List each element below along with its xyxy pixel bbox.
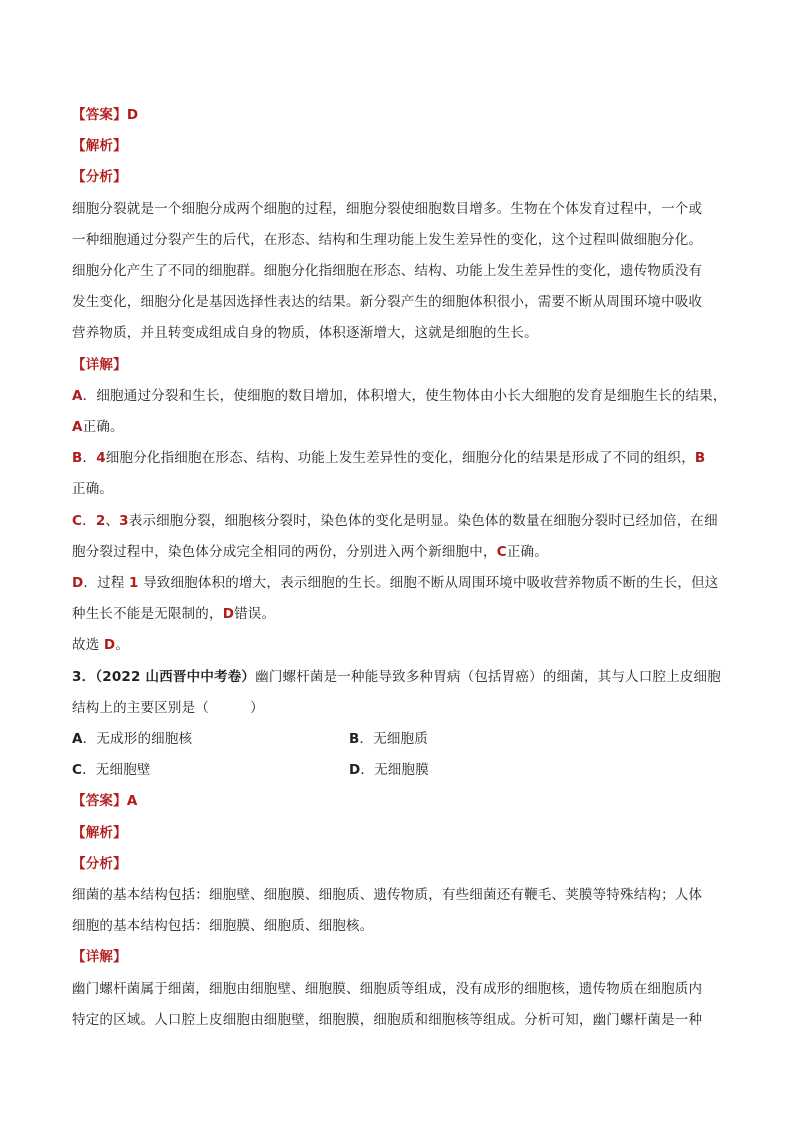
paragraph-line: 细胞分裂就是一个细胞分成两个细胞的过程，细胞分裂使细胞数目增多。生物在个体发育过程中，一个或	[72, 200, 703, 217]
answer-value: D	[126, 107, 139, 123]
option-letter: B	[72, 450, 83, 467]
option-letter: D	[103, 637, 116, 654]
option-d	[349, 755, 626, 786]
detail-line	[72, 942, 722, 973]
paragraph-line: 幽门螺杆菌属于细菌，细胞由细胞壁、细胞膜、细胞质等组成，没有成形的细胞核，遗传物质在细胞质内	[72, 980, 703, 997]
option-b-explain-cont: 正确。	[72, 481, 114, 498]
answer-tag: 【答案】	[72, 107, 127, 123]
fenxi-tag: 【分析】	[72, 169, 127, 186]
conclusion-end: 。	[115, 637, 130, 654]
question-source: ．（2022 山西晋中中考卷）	[81, 668, 256, 685]
explain-text: 正确。	[82, 419, 124, 436]
explain-text: 错误。	[234, 606, 276, 623]
explain-text: 种生长不能是无限制的，	[72, 606, 223, 623]
paragraph-line: 细胞分化产生了不同的细胞群。细胞分化指细胞在形态、结构、功能上发生差异性的变化，遗传物质没有	[72, 263, 703, 280]
option-b	[349, 724, 626, 755]
explain-text: 细胞分化指细胞在形态、结构、功能上发生差异性的变化，细胞分化的结果是形成了不同的组织，	[105, 450, 695, 467]
process-number: 2	[95, 512, 106, 529]
analysis-line	[72, 131, 722, 162]
option-text: ．无细胞膜	[360, 762, 429, 779]
option-letter: D	[222, 606, 235, 623]
option-c	[72, 755, 349, 786]
option-text: ．无细胞壁	[82, 762, 151, 779]
detail-line	[72, 350, 722, 381]
process-number: 3	[119, 512, 129, 529]
option-d-explain-cont	[72, 599, 722, 630]
option-d-explain	[72, 568, 722, 599]
option-a	[72, 724, 349, 755]
option-letter: A	[72, 387, 83, 404]
conclusion-text: 故选	[72, 637, 104, 654]
fenxi-tag: 【分析】	[72, 855, 127, 872]
explain-text: 表示细胞分裂，细胞核分裂时，染色体的变化是明显。染色体的数量在细胞分裂时已经加倍，在细	[128, 512, 718, 529]
options-row	[72, 755, 722, 786]
option-letter: D	[72, 575, 84, 592]
analysis-tag: 【解析】	[72, 824, 127, 841]
paragraph-line: 细菌的基本结构包括：细胞壁、细胞膜、细胞质、遗传物质，有些细菌还有鞭毛、荚膜等特殊结构；人体	[72, 887, 703, 904]
answer-value: A	[126, 793, 138, 810]
question-text: 幽门螺杆菌是一种能导致多种胃病（包括胃癌）的细菌，其与人口腔上皮细胞	[255, 668, 721, 685]
option-letter: A	[72, 731, 83, 748]
option-text: ．无细胞质	[359, 731, 428, 748]
paragraph-line: 特定的区域。人口腔上皮细胞由细胞壁，细胞膜，细胞质和细胞核等组成。分析可知，幽门螺杆菌是一种	[72, 1011, 703, 1028]
document-page	[72, 100, 727, 1036]
explain-text: ．细胞通过分裂和生长，使细胞的数目增加，体积增大，使生物体由小长大细胞的发育是细胞生长的结果，	[82, 387, 727, 404]
fenxi-line	[72, 162, 722, 193]
paragraph-line: 发生变化，细胞分化是基因选择性表达的结果。新分裂产生的细胞体积很小，需要不断从周围环境中吸收	[72, 294, 703, 311]
option-letter: C	[496, 543, 507, 560]
question-3-stem-cont: 结构上的主要区别是（ ）	[72, 699, 264, 716]
answer-line	[72, 786, 722, 817]
analysis-tag: 【解析】	[72, 138, 127, 155]
detail-tag: 【详解】	[72, 356, 127, 373]
process-number: 4	[96, 450, 106, 467]
detail-tag: 【详解】	[72, 949, 127, 966]
question-number: 3	[72, 668, 82, 685]
process-number: 1	[129, 575, 139, 592]
paragraph-line: 细胞的基本结构包括：细胞膜、细胞质、细胞核。	[72, 918, 374, 935]
option-letter: C	[72, 512, 83, 529]
option-letter: A	[72, 419, 83, 436]
option-a-explain-cont	[72, 412, 722, 443]
explain-text: ．过程	[83, 575, 129, 592]
option-a-explain	[72, 381, 727, 412]
explain-punct: 、	[105, 512, 120, 529]
fenxi-line	[72, 849, 722, 880]
answer-tag: 【答案】	[72, 793, 127, 810]
option-text: ．无成形的细胞核	[82, 731, 193, 748]
option-b-explain	[72, 443, 722, 474]
answer-line	[72, 100, 722, 131]
option-letter: C	[72, 762, 83, 779]
option-letter: B	[694, 450, 706, 467]
explain-text: 正确。	[506, 543, 548, 560]
analysis-line	[72, 818, 722, 849]
paragraph-line: 营养物质，并且转变成组成自身的物质，体积逐渐增大，这就是细胞的生长。	[72, 325, 538, 342]
option-letter: D	[349, 762, 361, 779]
explain-text: 胞分裂过程中，染色体分成完全相同的两份，分别进入两个新细胞中，	[72, 543, 497, 560]
question-3-stem	[72, 662, 722, 693]
options-row	[72, 724, 722, 755]
option-c-explain-cont	[72, 537, 722, 568]
explain-text: 导致细胞体积的增大，表示细胞的生长。细胞不断从周围环境中吸收营养物质不断的生长，但这	[138, 575, 719, 592]
explain-punct: ．	[82, 512, 96, 529]
conclusion-line	[72, 630, 722, 661]
option-letter: B	[349, 731, 360, 748]
explain-punct: ．	[82, 450, 97, 467]
paragraph-line: 一种细胞通过分裂产生的后代，在形态、结构和生理功能上发生差异性的变化，这个过程叫做细胞分化。	[72, 231, 703, 248]
option-c-explain	[72, 506, 722, 537]
